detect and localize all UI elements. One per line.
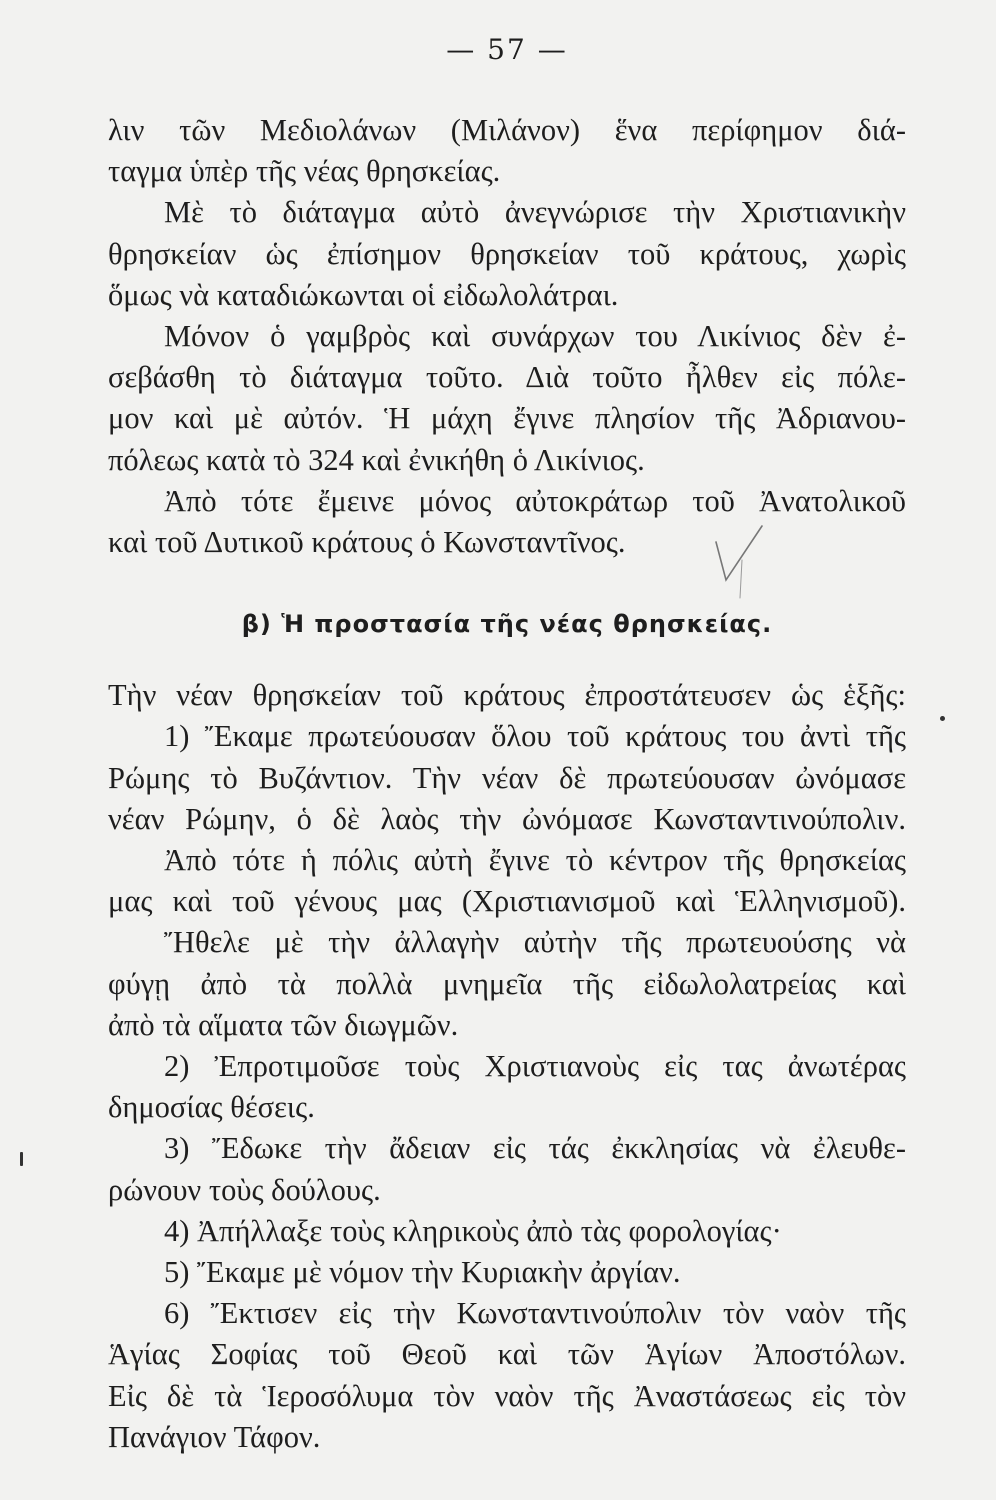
pencil-checkmark-mark — [712, 520, 772, 600]
text-line: 4) Ἀπήλλαξε τοὺς κληρικοὺς ἀπὸ τὰς φορολογίας· — [164, 1213, 782, 1248]
text-line: Μὲ τὸ διάταγμα αὐτὸ ἀνεγνώρισε τὴν Χριστιανικὴν — [164, 195, 906, 230]
text-block-constantine-edict — [108, 110, 906, 563]
text-line: Ἤθελε μὲ τὴν ἀλλαγὴν αὐτὴν τῆς πρωτευούσης νὰ — [164, 925, 906, 960]
text-line: ταγμα ὑπὲρ τῆς νέας θρησκείας. — [108, 154, 501, 189]
text-line: 6) Ἔκτισεν εἰς τὴν Κωνσταντινούπολιν τὸν ναὸν τῆς — [164, 1296, 906, 1331]
text-line: Μόνον ὁ γαμβρὸς καὶ συνάρχων του Λικίνιος δὲν ἐ- — [164, 319, 906, 354]
text-line: 5) Ἔκαμε μὲ νόμον τὴν Κυριακὴν ἀργίαν. — [164, 1255, 681, 1290]
text-line: 1) Ἔκαμε πρωτεύουσαν ὅλου τοῦ κράτους του ἀντὶ τῆς — [164, 719, 906, 754]
text-line: φύγῃ ἀπὸ τὰ πολλὰ μνημεῖα τῆς εἰδωλολατρείας καὶ — [108, 966, 906, 1001]
text-line: 2) Ἐπροτιμοῦσε τοὺς Χριστιανοὺς εἰς τας ἀνωτέρας — [164, 1049, 906, 1084]
text-line: πόλεως κατὰ τὸ 324 καὶ ἐνικήθη ὁ Λικίνιος. — [108, 442, 645, 477]
section-heading: β) Ἡ προστασία τῆς νέας θρησκείας. — [241, 610, 773, 639]
text-line: Ρώμης τὸ Βυζάντιον. Τὴν νέαν δὲ πρωτεύουσαν ὠνόμασε — [108, 760, 906, 795]
text-line: καὶ τοῦ Δυτικοῦ κράτους ὁ Κωνσταντῖνος. — [108, 525, 626, 560]
text-line: Ἀπὸ τότε ἔμεινε μόνος αὐτοκράτωρ τοῦ Ἀνατολικοῦ — [164, 483, 906, 518]
text-line: Ἀπὸ τότε ἡ πόλις αὐτὴ ἔγινε τὸ κέντρον τῆς θρησκείας — [164, 843, 906, 878]
ink-speck — [940, 716, 945, 721]
margin-mark — [20, 1152, 23, 1166]
text-line: λιν τῶν Μεδιολάνων (Μιλάνον) ἕνα περίφημον διά- — [108, 113, 906, 147]
text-line: νέαν Ρώμην, ὁ δὲ λαὸς τὴν ὠνόμασε Κωνσταντινούπολιν. — [108, 801, 906, 836]
text-line: Τὴν νέαν θρησκείαν τοῦ κράτους ἐπροστάτευσεν ὡς ἑξῆς: — [108, 678, 906, 713]
page-number: — 57 — — [446, 33, 568, 66]
text-line: δημοσίας θέσεις. — [108, 1090, 315, 1125]
text-line: σεβάσθη τὸ διάταγμα τοῦτο. Διὰ τοῦτο ἦλθεν εἰς πόλε- — [108, 360, 906, 395]
text-line: μον καὶ μὲ αὐτόν. Ἡ μάχη ἔγινε πλησίον τῆς Ἀδριανου- — [108, 401, 906, 436]
text-line: Εἰς δὲ τὰ Ἱεροσόλυμα τὸν ναὸν τῆς Ἀναστάσεως εἰς τὸν — [108, 1378, 906, 1413]
text-line: Πανάγιον Τάφον. — [108, 1419, 321, 1454]
text-line: ὅμως νὰ καταδιώκωνται οἱ εἰδωλολάτραι. — [108, 277, 619, 312]
text-line: ρώνουν τοὺς δούλους. — [108, 1172, 381, 1207]
text-line: 3) Ἔδωκε τὴν ἄδειαν εἰς τάς ἐκκλησίας νὰ ἐλευθε- — [164, 1131, 906, 1166]
text-block-protection-of-religion — [108, 675, 906, 1458]
text-line: Ἁγίας Σοφίας τοῦ Θεοῦ καὶ τῶν Ἁγίων Ἀποστόλων. — [108, 1337, 906, 1372]
text-line: μας καὶ τοῦ γένους μας (Χριστιανισμοῦ καὶ Ἑλληνισμοῦ). — [108, 884, 906, 919]
text-line: θρησκείαν ὡς ἐπίσημον θρησκείαν τοῦ κράτους, χωρὶς — [108, 236, 906, 271]
text-line: ἀπὸ τὰ αἵματα τῶν διωγμῶν. — [108, 1007, 459, 1042]
